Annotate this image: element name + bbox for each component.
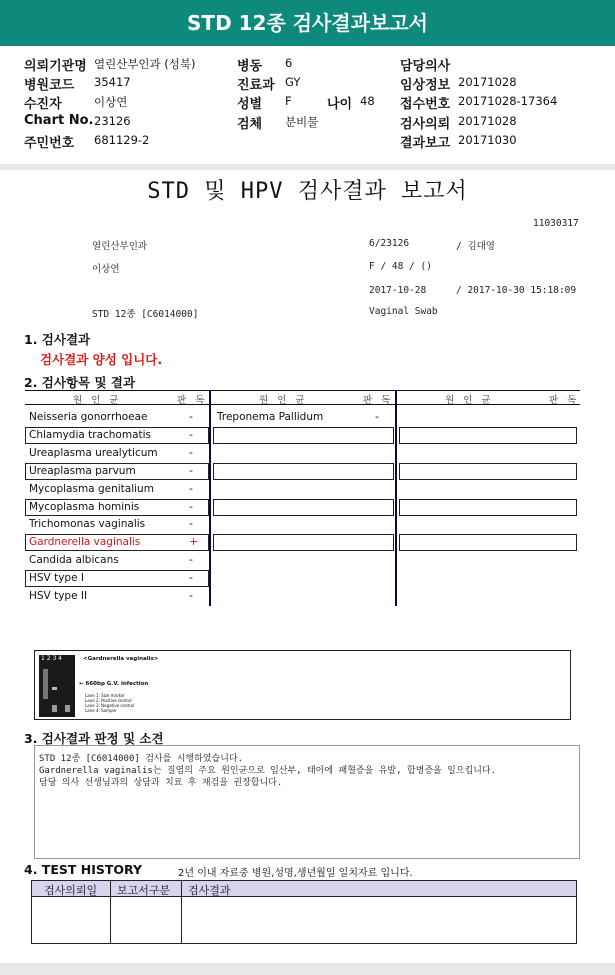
judgement-line: STD 12종 [C6014000] 검사를 시행하였습니다. — [39, 754, 244, 764]
report-datetime: / 2017-10-30 15:18:09 — [456, 285, 577, 296]
recipient-value: 이상연 — [94, 95, 128, 109]
col2-item-name: Treponema Pallidum — [217, 411, 324, 423]
report-doctor: / 김대영 — [456, 241, 495, 252]
report-clinic: 열린산부인과 — [92, 241, 148, 252]
recipient-label: 수진자 — [24, 97, 62, 112]
gel-electrophoresis-figure — [34, 650, 571, 720]
history-col-result: 검사결과 — [188, 884, 231, 897]
result-report-value: 20171030 — [458, 133, 517, 147]
receipt-no-label: 접수번호 — [400, 97, 451, 112]
col1-result-header: 판 독 — [177, 395, 208, 406]
section4-heading: 4. TEST HISTORY — [24, 862, 143, 877]
report-ward-chart: 6/23126 — [369, 238, 410, 249]
sex-label: 성별 — [237, 97, 263, 112]
report-specimen: Vaginal Swab — [369, 306, 438, 317]
test-history-table — [31, 880, 577, 944]
organism-name: Chlamydia trachomatis — [29, 429, 152, 441]
organism-result: - — [189, 589, 193, 602]
organism-name: HSV type I — [29, 572, 84, 584]
empty-result-box — [399, 463, 577, 480]
organism-result: - — [189, 553, 193, 566]
result-summary: 검사결과 양성 입니다. — [40, 352, 163, 367]
section2-heading: 2. 검사항목 및 결과 — [24, 375, 136, 390]
report-title-bar: STD 12종 검사결과보고서 — [0, 0, 615, 46]
report-sex-age: F / 48 / () — [369, 261, 432, 272]
gel-band — [65, 705, 70, 712]
col3-organism-header: 원 인 균 — [445, 395, 494, 406]
test-request-value: 20171028 — [458, 114, 517, 128]
col2-organism-header: 원 인 균 — [259, 395, 308, 406]
history-column-divider — [181, 881, 182, 943]
section-divider — [0, 164, 615, 170]
judgement-line: Gardnerella vaginalis는 질염의 주요 원인균으로 임산부, 태아에 패혈증을 유발, 합병증을 일으킵니다. — [39, 766, 497, 776]
table-header-col2 — [211, 390, 395, 405]
empty-result-box — [213, 463, 394, 480]
organism-result: - — [189, 446, 193, 459]
report-request-date: 2017-10-28 — [369, 285, 427, 296]
col2-item-result: - — [375, 410, 379, 423]
ward-value: 6 — [285, 56, 293, 70]
gel-title: <Gardnerella vaginalis> — [83, 656, 159, 662]
col3-result-header: 판 독 — [549, 395, 580, 406]
gel-lane-numbers: 1 2 3 4 — [41, 655, 62, 662]
organism-result: - — [189, 482, 193, 495]
empty-result-box — [213, 499, 394, 516]
organism-name: Mycoplasma genitalium — [29, 483, 154, 495]
judgement-text-box — [34, 745, 580, 859]
hospital-code-label: 병원코드 — [24, 78, 75, 93]
history-column-divider — [110, 881, 111, 943]
institution-value: 열린산부인과 (성북) — [94, 57, 196, 71]
result-report-label: 결과보고 — [400, 136, 451, 151]
gel-image — [39, 655, 75, 717]
resident-no-label: 주민번호 — [24, 136, 75, 151]
organism-name: Trichomonas vaginalis — [29, 518, 146, 530]
sex-value: F — [285, 94, 292, 108]
col1-organism-header: 원 인 균 — [73, 395, 122, 406]
department-label: 진료과 — [237, 78, 275, 93]
footer-divider — [0, 963, 615, 975]
section3-heading: 3. 검사결과 판정 및 소견 — [24, 731, 164, 746]
gel-legend-item: Lane 4: Sample — [85, 708, 117, 713]
report-title: STD 및 HPV 검사결과 보고서 — [147, 179, 468, 204]
judgement-line: 담당 의사 선생님과의 상담과 치료 후 재검을 권장합니다. — [39, 778, 283, 788]
report-patient: 이상연 — [92, 264, 120, 275]
history-header-row — [32, 881, 576, 897]
empty-result-box — [213, 534, 394, 551]
gel-legend-item: Lane 2: Positive control — [85, 698, 132, 703]
specimen-label: 검체 — [237, 117, 263, 132]
empty-result-box — [399, 427, 577, 444]
gel-legend-item: Lane 1: Size marker — [85, 693, 125, 698]
organism-name: Ureaplasma urealyticum — [29, 447, 158, 459]
table-header-col1 — [25, 390, 210, 405]
receipt-no-value: 20171028-17364 — [458, 94, 558, 108]
gel-band — [52, 687, 57, 690]
section1-heading: 1. 검사결과 — [24, 332, 91, 347]
history-col-request-date: 검사의뢰일 — [44, 884, 98, 897]
history-col-report-type: 보고서구분 — [117, 884, 171, 897]
clinical-info-value: 20171028 — [458, 75, 517, 89]
ward-label: 병동 — [237, 59, 263, 74]
department-value: GY — [285, 75, 301, 89]
test-request-label: 검사의뢰 — [400, 117, 451, 132]
table-header-col3 — [397, 390, 580, 405]
column-separator — [209, 390, 211, 606]
specimen-value: 분비물 — [285, 115, 319, 129]
empty-result-box — [399, 534, 577, 551]
organism-result: - — [189, 571, 193, 584]
doctor-label: 담당의사 — [400, 59, 451, 74]
organism-result: - — [189, 464, 193, 477]
empty-result-box — [399, 499, 577, 516]
organism-name: Ureaplasma parvum — [29, 465, 136, 477]
gel-band-label: ← 660bp G.V. infection — [79, 681, 149, 687]
organism-name: HSV type II — [29, 590, 88, 602]
organism-result: - — [189, 517, 193, 530]
organism-name: Neisseria gonorrhoeae — [29, 411, 148, 423]
column-separator — [395, 390, 397, 606]
col2-result-header: 판 독 — [363, 395, 394, 406]
organism-name: Gardnerella vaginalis — [29, 536, 141, 548]
organism-result: + — [189, 535, 199, 548]
gel-lane-marker — [43, 669, 48, 699]
report-test-code: STD 12종 [C6014000] — [92, 309, 199, 320]
age-value: 48 — [360, 94, 375, 108]
header-info — [0, 52, 615, 166]
report-number: 11030317 — [533, 218, 579, 229]
institution-label: 의뢰기관명 — [24, 59, 87, 74]
chart-no-value: 23126 — [94, 114, 131, 128]
organism-name: Mycoplasma hominis — [29, 501, 140, 513]
organism-result: - — [189, 428, 193, 441]
clinical-info-label: 임상정보 — [400, 78, 451, 93]
history-note: 2년 이내 자료중 병원,성명,생년월일 일치자료 입니다. — [178, 868, 413, 879]
organism-name: Candida albicans — [29, 554, 119, 566]
hospital-code-value: 35417 — [94, 75, 131, 89]
organism-result: - — [189, 410, 193, 423]
age-label: 나이 — [327, 97, 353, 112]
gel-legend-item: Lane 3: Negative control — [85, 703, 135, 708]
gel-band — [52, 705, 57, 712]
empty-result-box — [213, 427, 394, 444]
chart-no-label: Chart No. — [24, 113, 94, 128]
resident-no-value: 681129-2 — [94, 133, 150, 147]
organism-result: - — [189, 500, 193, 513]
